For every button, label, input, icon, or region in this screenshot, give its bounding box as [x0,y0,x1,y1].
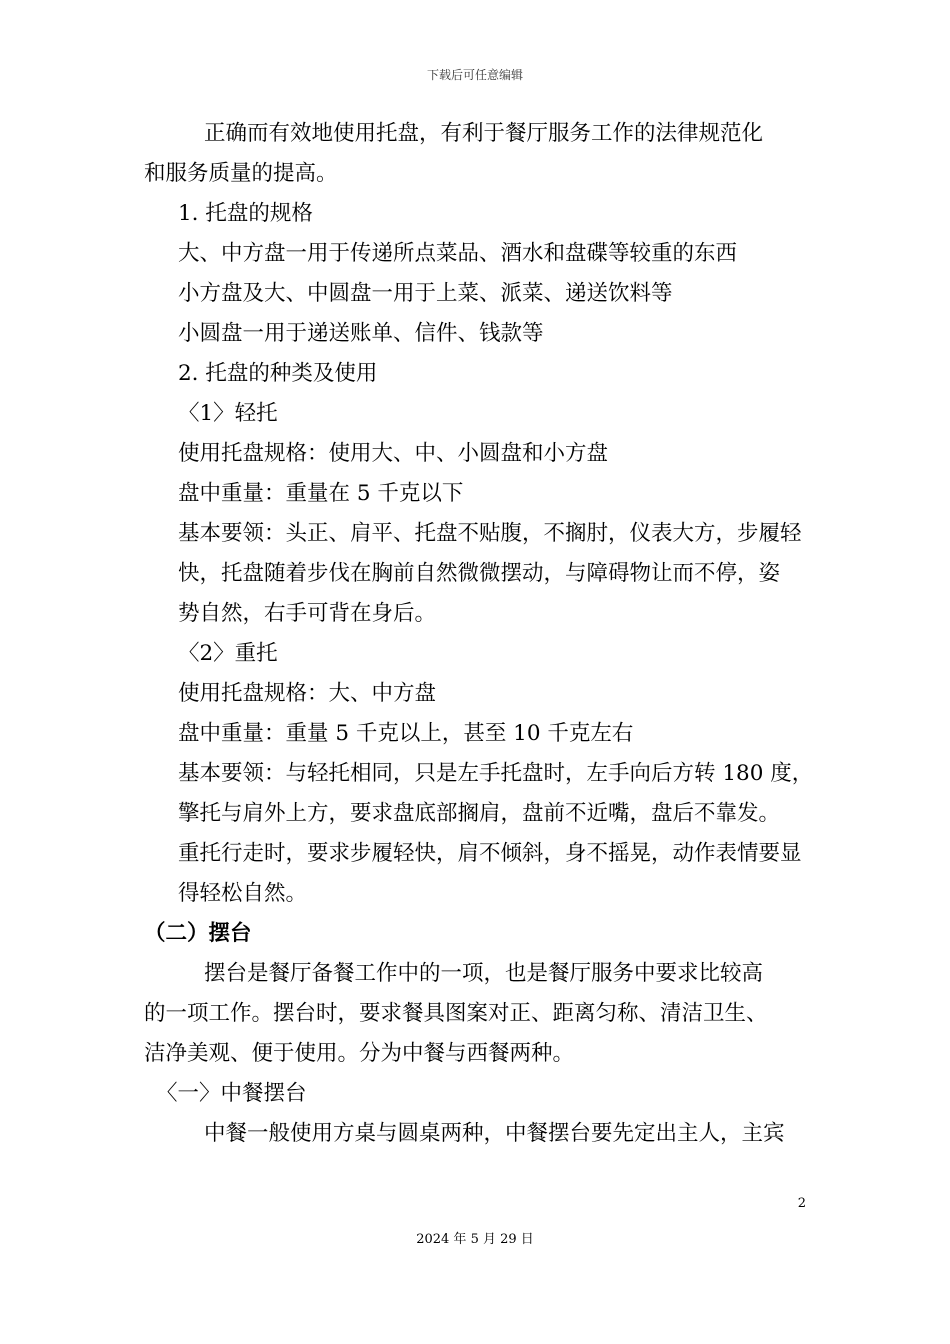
paragraph-line: 洁净美观、便于使用。分为中餐与西餐两种。 [144,1041,575,1066]
paragraph-line: 大、中方盘一用于传递所点菜品、酒水和盘碟等较重的东西 [178,241,738,266]
paragraph-line: 正确而有效地使用托盘，有利于餐厅服务工作的法律规范化 [204,121,764,146]
paragraph-line: 摆台是餐厅备餐工作中的一项，也是餐厅服务中要求比较高 [204,961,764,986]
section-heading: 1. 托盘的规格 [178,201,313,226]
document-body [144,114,816,1154]
paragraph-line: 小方盘及大、中圆盘一用于上菜、派菜、递送饮料等 [178,281,673,306]
paragraph-line: 中餐一般使用方桌与圆桌两种，中餐摆台要先定出主人，主宾 [204,1121,785,1146]
paragraph-line: 快，托盘随着步伐在胸前自然微微摆动，与障碍物让而不停，姿 [178,561,781,586]
paragraph-line: 基本要领：头正、肩平、托盘不贴腹，不搁肘，仪表大方，步履轻 [178,521,802,546]
paragraph-line: 盘中重量：重量 5 千克以上，甚至 10 千克左右 [178,721,634,746]
paragraph-line: 势自然，右手可背在身后。 [178,601,437,626]
paragraph-line: 擎托与肩外上方，要求盘底部搁肩，盘前不近嘴，盘后不靠发。 [178,801,781,826]
subsection-title: 〈一〉中餐摆台 [156,1081,307,1106]
paragraph-line: 得轻松自然。 [178,881,308,906]
paragraph-line: 盘中重量：重量在 5 千克以下 [178,481,464,506]
paragraph-line: 小圆盘一用于递送账单、信件、钱款等 [178,321,544,346]
footer-date: 2024 年 5 月 29 日 [416,1232,534,1247]
subsection-title: 〈2〉重托 [178,641,278,666]
paragraph-line: 和服务质量的提高。 [144,161,338,186]
paragraph-line: 使用托盘规格：使用大、中、小圆盘和小方盘 [178,441,609,466]
paragraph-line: 的一项工作。摆台时，要求餐具图案对正、距离匀称、清洁卫生、 [144,1001,768,1026]
paragraph-line: 使用托盘规格：大、中方盘 [178,681,437,706]
page-number: 2 [797,1196,806,1211]
page-header: 下载后可任意编辑 [426,68,523,82]
paragraph-line: 基本要领：与轻托相同，只是左手托盘时，左手向后方转 180 度， [178,761,814,786]
section-heading: 2. 托盘的种类及使用 [178,361,378,386]
section-heading-bold: （二）摆台 [144,921,252,946]
subsection-title: 〈1〉轻托 [178,401,278,426]
paragraph-line: 重托行走时，要求步履轻快，肩不倾斜，身不摇晃，动作表情要显 [178,841,802,866]
